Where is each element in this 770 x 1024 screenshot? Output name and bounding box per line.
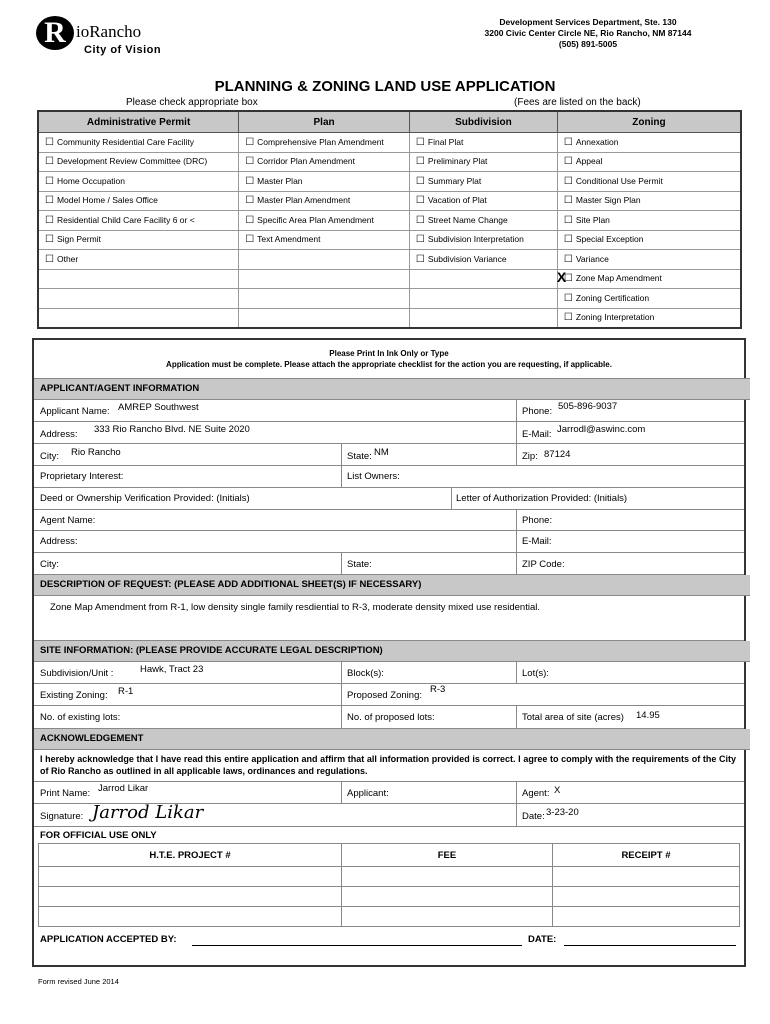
checkbox-option[interactable] bbox=[564, 254, 609, 264]
accepted-date-line[interactable] bbox=[564, 945, 736, 946]
existing-lots-label: No. of existing lots: bbox=[40, 712, 121, 723]
address-line2: 3200 Civic Center Circle NE, Rio Rancho, NM 87144 bbox=[484, 28, 692, 38]
logo-tagline: City of Vision bbox=[84, 44, 162, 56]
hte-cell[interactable] bbox=[39, 887, 342, 907]
checkbox-label: Subdivision Interpretation bbox=[427, 234, 524, 245]
checkbox-label: Zoning Interpretation bbox=[575, 312, 655, 323]
checkbox-cell bbox=[239, 152, 410, 172]
checkbox-label: Corridor Plan Amendment bbox=[257, 156, 355, 167]
checkbox-label: Street Name Change bbox=[427, 214, 508, 225]
checkbox-cell bbox=[557, 133, 741, 153]
fee-cell[interactable] bbox=[342, 867, 553, 887]
checkbox-label: Preliminary Plat bbox=[427, 156, 488, 167]
receipt-cell[interactable] bbox=[553, 887, 740, 907]
checkbox-cell bbox=[557, 172, 741, 192]
agent-state-label: State: bbox=[347, 559, 372, 570]
hte-project-header: H.T.E. PROJECT # bbox=[39, 844, 342, 867]
checkbox-cell bbox=[239, 172, 410, 192]
table-row bbox=[38, 289, 741, 309]
checkbox-cell bbox=[409, 133, 557, 153]
checkbox-icon[interactable]: ☐ bbox=[563, 195, 573, 207]
total-area-field[interactable]: 14.95 bbox=[636, 710, 660, 721]
checkbox-cell bbox=[557, 152, 741, 172]
print-note: Please Print In Ink Only or Type bbox=[329, 349, 449, 358]
checkbox-icon[interactable]: ☐ bbox=[415, 136, 425, 148]
checkbox-cell bbox=[38, 211, 239, 231]
checkbox-icon[interactable]: ☐ bbox=[563, 214, 573, 226]
checkbox-icon[interactable]: ☐ bbox=[245, 175, 255, 187]
checkbox-option[interactable] bbox=[45, 195, 158, 205]
checkbox-option[interactable] bbox=[416, 254, 507, 264]
accepted-by-label: APPLICATION ACCEPTED BY: bbox=[40, 934, 177, 945]
checkbox-label: Subdivision Variance bbox=[427, 253, 507, 264]
fees-note: (Fees are listed on the back) bbox=[514, 97, 641, 108]
print-name-field[interactable]: Jarrod Likar bbox=[98, 783, 149, 794]
print-name-label: Print Name: bbox=[40, 788, 91, 799]
authorization-letter-label: Letter of Authorization Provided: (Initials) bbox=[456, 493, 628, 504]
table-row bbox=[38, 133, 741, 153]
date-label: Date: bbox=[522, 811, 545, 822]
checkbox-cell bbox=[557, 250, 741, 270]
checkbox-icon[interactable]: ☐ bbox=[563, 234, 573, 246]
checkbox-option[interactable] bbox=[564, 293, 649, 303]
address-line1: Development Services Department, Ste. 130 bbox=[499, 17, 677, 27]
column-header: Zoning bbox=[557, 111, 741, 133]
checkbox-icon[interactable]: ☐ bbox=[45, 175, 54, 187]
accepted-by-line[interactable] bbox=[192, 945, 522, 946]
checkbox-cell bbox=[557, 289, 741, 309]
checkbox-option[interactable] bbox=[564, 215, 610, 225]
state-label: State: bbox=[347, 451, 372, 462]
checkbox-cell bbox=[557, 230, 741, 250]
checkbox-cell bbox=[239, 250, 410, 270]
checkbox-cell bbox=[239, 269, 410, 289]
check-note: Please check appropriate box bbox=[126, 97, 258, 108]
checkbox-option[interactable] bbox=[45, 156, 207, 166]
email-field[interactable]: Jarrodl@aswinc.com bbox=[557, 424, 646, 435]
checkbox-label: Appeal bbox=[575, 156, 603, 167]
checkbox-icon[interactable]: ☐ bbox=[45, 214, 54, 226]
checkbox-cell bbox=[38, 133, 239, 153]
checkbox-label: Model Home / Sales Office bbox=[56, 195, 158, 206]
table-row bbox=[38, 250, 741, 270]
table-row bbox=[38, 211, 741, 231]
checkbox-option[interactable] bbox=[45, 215, 195, 225]
phone-field[interactable]: 505-896-9037 bbox=[558, 401, 618, 412]
checkbox-option[interactable] bbox=[416, 176, 481, 186]
agent-phone-label: Phone: bbox=[522, 515, 553, 526]
agent-name-label: Agent Name: bbox=[40, 515, 96, 526]
checkbox-cell bbox=[409, 191, 557, 211]
checkbox-icon[interactable]: ☐ bbox=[563, 136, 573, 148]
checkbox-option[interactable] bbox=[45, 234, 101, 244]
hte-cell[interactable] bbox=[39, 907, 342, 927]
agent-email-label: E-Mail: bbox=[522, 536, 552, 547]
agent-check-mark[interactable]: X bbox=[554, 785, 561, 796]
address-field[interactable]: 333 Rio Rancho Blvd. NE Suite 2020 bbox=[94, 424, 250, 435]
column-header: Plan bbox=[239, 111, 410, 133]
application-type-table bbox=[37, 110, 742, 329]
checkbox-option[interactable] bbox=[245, 176, 302, 186]
checkbox-cell bbox=[557, 211, 741, 231]
address-label: Address: bbox=[40, 429, 78, 440]
signature-label: Signature: bbox=[40, 811, 84, 822]
checkbox-option[interactable] bbox=[245, 215, 374, 225]
address-line3: (505) 891-5005 bbox=[558, 39, 618, 49]
checkbox-option[interactable] bbox=[564, 137, 619, 147]
checkbox-icon[interactable]: ☐ bbox=[563, 175, 573, 187]
applicant-check-label: Applicant: bbox=[347, 788, 389, 799]
ack-text: I hereby acknowledge that I have read this entire application and affirm that all information provided is correct. I agree to comply with the requirements of the City of Rio Rancho as outlined in all applicable laws, ordinances and regulations. bbox=[40, 754, 736, 776]
checkbox-cell bbox=[409, 250, 557, 270]
checkbox-icon[interactable]: ☐ bbox=[563, 156, 573, 168]
table-row bbox=[38, 152, 741, 172]
checkbox-cell bbox=[38, 308, 239, 328]
checkbox-cell bbox=[239, 308, 410, 328]
checkbox-icon[interactable]: ☐ bbox=[45, 156, 54, 168]
total-area-label: Total area of site (acres) bbox=[522, 712, 624, 723]
checkbox-cell bbox=[409, 230, 557, 250]
table-row bbox=[39, 867, 740, 887]
checkbox-option[interactable] bbox=[416, 156, 488, 166]
receipt-cell[interactable] bbox=[553, 907, 740, 927]
checkbox-label: Text Amendment bbox=[257, 234, 321, 245]
checkbox-label: Master Plan Amendment bbox=[257, 195, 351, 206]
receipt-header: RECEIPT # bbox=[553, 844, 740, 867]
fee-cell[interactable] bbox=[342, 887, 553, 907]
checkbox-cell bbox=[38, 250, 239, 270]
checkbox-cell bbox=[557, 308, 741, 328]
checkbox-label: Master Sign Plan bbox=[575, 195, 641, 206]
hte-cell[interactable] bbox=[39, 867, 342, 887]
checkbox-label: Special Exception bbox=[575, 234, 644, 245]
zip-label: Zip: bbox=[522, 451, 538, 462]
checkbox-option[interactable] bbox=[416, 195, 487, 205]
checkbox-option[interactable] bbox=[564, 156, 602, 166]
checkbox-icon[interactable]: ☐ bbox=[563, 292, 573, 304]
subdivision-unit-label: Subdivision/Unit : bbox=[40, 668, 114, 679]
table-row bbox=[39, 907, 740, 927]
checkbox-cell bbox=[239, 289, 410, 309]
checkbox-icon[interactable]: ☐ bbox=[45, 195, 54, 207]
phone-label: Phone: bbox=[522, 406, 553, 417]
checkbox-cell bbox=[409, 172, 557, 192]
checkbox-cell bbox=[557, 269, 741, 289]
checkbox-cell bbox=[239, 191, 410, 211]
column-header: Subdivision bbox=[409, 111, 557, 133]
date-field[interactable]: 3-23-20 bbox=[546, 807, 579, 818]
checkbox-label: Site Plan bbox=[575, 214, 610, 225]
applicant-name-field[interactable]: AMREP Southwest bbox=[118, 402, 199, 413]
official-use-table bbox=[38, 843, 740, 927]
checkbox-icon[interactable]: ☐ bbox=[245, 156, 255, 168]
checkbox-option[interactable] bbox=[564, 176, 663, 186]
checkbox-label: Summary Plat bbox=[427, 175, 482, 186]
proposed-zoning-label: Proposed Zoning: bbox=[347, 690, 422, 701]
column-header: Administrative Permit bbox=[38, 111, 239, 133]
list-owners-label: List Owners: bbox=[347, 471, 400, 482]
checkbox-option[interactable] bbox=[564, 195, 641, 205]
proposed-lots-label: No. of proposed lots: bbox=[347, 712, 435, 723]
checkbox-cell bbox=[239, 230, 410, 250]
proposed-zoning-field[interactable]: R-3 bbox=[430, 684, 446, 695]
checkbox-label: Other bbox=[56, 253, 79, 264]
checkbox-cell bbox=[38, 152, 239, 172]
checkbox-option[interactable] bbox=[245, 234, 320, 244]
checkbox-label: Zone Map Amendment bbox=[575, 273, 662, 284]
checkbox-label: Zoning Certification bbox=[575, 292, 650, 303]
checkbox-icon[interactable]: ☐ bbox=[415, 156, 425, 168]
receipt-cell[interactable] bbox=[553, 867, 740, 887]
checkbox-label: Final Plat bbox=[427, 136, 464, 147]
checkbox-cell bbox=[557, 191, 741, 211]
state-field[interactable]: NM bbox=[374, 447, 389, 458]
existing-zoning-label: Existing Zoning: bbox=[40, 690, 108, 701]
checkbox-option[interactable] bbox=[564, 234, 644, 244]
agent-city-label: City: bbox=[40, 559, 59, 570]
checkbox-cell bbox=[409, 289, 557, 309]
checkbox-label: Vacation of Plat bbox=[427, 195, 487, 206]
checkbox-cell bbox=[38, 289, 239, 309]
checkbox-icon[interactable]: ☐ bbox=[45, 136, 54, 148]
checkbox-icon[interactable]: ☐ bbox=[245, 234, 255, 246]
table-row bbox=[38, 308, 741, 328]
checkbox-option[interactable] bbox=[245, 137, 384, 147]
checkbox-cell bbox=[239, 133, 410, 153]
email-label: E-Mail: bbox=[522, 429, 552, 440]
agent-zip-label: ZIP Code: bbox=[522, 559, 565, 570]
checkbox-label: Specific Area Plan Amendment bbox=[257, 214, 374, 225]
checkbox-cell bbox=[409, 152, 557, 172]
checkbox-icon[interactable]: ☐ bbox=[563, 273, 573, 285]
applicant-name-label: Applicant Name: bbox=[40, 406, 110, 417]
logo-mark: R bbox=[36, 16, 74, 50]
checkbox-cell bbox=[409, 308, 557, 328]
checkbox-option[interactable] bbox=[45, 137, 194, 147]
checkbox-label: Conditional Use Permit bbox=[575, 175, 663, 186]
checkbox-icon[interactable]: ☐ bbox=[245, 195, 255, 207]
ack-section-header: ACKNOWLEDGEMENT bbox=[34, 729, 750, 750]
blocks-label: Block(s): bbox=[347, 668, 384, 679]
checkbox-cell bbox=[38, 172, 239, 192]
city-logo bbox=[36, 16, 176, 58]
complete-note: Application must be complete. Please attach the appropriate checklist for the action you are requesting, if applicable. bbox=[166, 360, 612, 369]
checkbox-option[interactable] bbox=[416, 137, 463, 147]
department-address bbox=[458, 17, 718, 50]
applicant-section-header: APPLICANT/AGENT INFORMATION bbox=[34, 378, 750, 400]
table-row bbox=[38, 269, 741, 289]
checkbox-option[interactable] bbox=[556, 269, 662, 286]
checkbox-label: Comprehensive Plan Amendment bbox=[257, 136, 384, 147]
logo-wordmark: ioRancho bbox=[76, 22, 142, 41]
checkbox-label: Master Plan bbox=[257, 175, 303, 186]
form-title: PLANNING & ZONING LAND USE APPLICATION bbox=[214, 78, 556, 95]
checkbox-icon[interactable]: ☐ bbox=[245, 136, 255, 148]
checkbox-icon[interactable]: ☐ bbox=[415, 175, 425, 187]
checkbox-icon[interactable]: ☐ bbox=[45, 253, 54, 265]
table-row bbox=[38, 230, 741, 250]
checkbox-icon[interactable]: ☐ bbox=[563, 253, 573, 265]
checkbox-icon[interactable]: ☐ bbox=[415, 253, 425, 265]
checkbox-cell bbox=[409, 211, 557, 231]
checkbox-option[interactable] bbox=[245, 156, 355, 166]
checkbox-label: Development Review Committee (DRC) bbox=[56, 156, 208, 167]
checkbox-label: Community Residential Care Facility bbox=[56, 136, 194, 147]
zip-field[interactable]: 87124 bbox=[544, 449, 571, 460]
checkbox-option[interactable] bbox=[45, 176, 125, 186]
city-field[interactable]: Rio Rancho bbox=[71, 447, 121, 458]
fee-header: FEE bbox=[342, 844, 553, 867]
checkbox-icon[interactable]: ☐ bbox=[415, 234, 425, 246]
table-row bbox=[38, 172, 741, 192]
checkbox-cell bbox=[38, 230, 239, 250]
checkbox-cell bbox=[409, 269, 557, 289]
subdivision-unit-field[interactable]: Hawk, Tract 23 bbox=[140, 664, 204, 675]
checkbox-icon[interactable]: ☐ bbox=[245, 214, 255, 226]
city-label: City: bbox=[40, 451, 59, 462]
checkbox-label: Residential Child Care Facility 6 or < bbox=[56, 214, 195, 225]
office-section-header: FOR OFFICIAL USE ONLY bbox=[40, 830, 157, 841]
site-section-header: SITE INFORMATION: (PLEASE PROVIDE ACCURATE LEGAL DESCRIPTION) bbox=[34, 641, 750, 662]
checkbox-icon[interactable]: ☐ bbox=[415, 214, 425, 226]
checkbox-cell bbox=[38, 269, 239, 289]
description-section-header: DESCRIPTION OF REQUEST: (PLEASE ADD ADDITIONAL SHEET(S) IF NECESSARY) bbox=[34, 575, 750, 596]
checkbox-icon[interactable]: ☐ bbox=[45, 234, 54, 246]
agent-check-label: Agent: bbox=[522, 788, 550, 799]
lots-label: Lot(s): bbox=[522, 668, 549, 679]
checkbox-label: Variance bbox=[575, 253, 609, 264]
checkbox-option[interactable] bbox=[416, 215, 508, 225]
table-row bbox=[38, 191, 741, 211]
description-field[interactable]: Zone Map Amendment from R-1, low density single family resdiential to R-3, moderate density mixed use residential. bbox=[50, 602, 540, 613]
checkbox-option[interactable] bbox=[416, 234, 524, 244]
agent-address-label: Address: bbox=[40, 536, 78, 547]
accepted-date-label: DATE: bbox=[528, 934, 557, 945]
existing-zoning-field[interactable]: R-1 bbox=[118, 686, 134, 697]
checked-mark: X bbox=[556, 269, 567, 286]
checkbox-option[interactable] bbox=[564, 312, 654, 322]
checkbox-cell bbox=[38, 191, 239, 211]
proprietary-interest-label: Proprietary Interest: bbox=[40, 471, 124, 482]
signature-field[interactable]: Jarrod Likar bbox=[92, 802, 204, 823]
checkbox-icon[interactable]: ☐ bbox=[563, 312, 573, 324]
deed-verification-label: Deed or Ownership Verification Provided: (Initials) bbox=[40, 493, 250, 504]
fee-cell[interactable] bbox=[342, 907, 553, 927]
checkbox-label: Annexation bbox=[575, 136, 619, 147]
form-revision-note: Form revised June 2014 bbox=[38, 977, 119, 986]
checkbox-cell bbox=[239, 211, 410, 231]
checkbox-label: Home Occupation bbox=[56, 175, 126, 186]
checkbox-label: Sign Permit bbox=[56, 234, 101, 245]
checkbox-option[interactable] bbox=[45, 254, 78, 264]
checkbox-icon[interactable]: ☐ bbox=[415, 195, 425, 207]
checkbox-option[interactable] bbox=[245, 195, 350, 205]
table-row bbox=[39, 887, 740, 907]
